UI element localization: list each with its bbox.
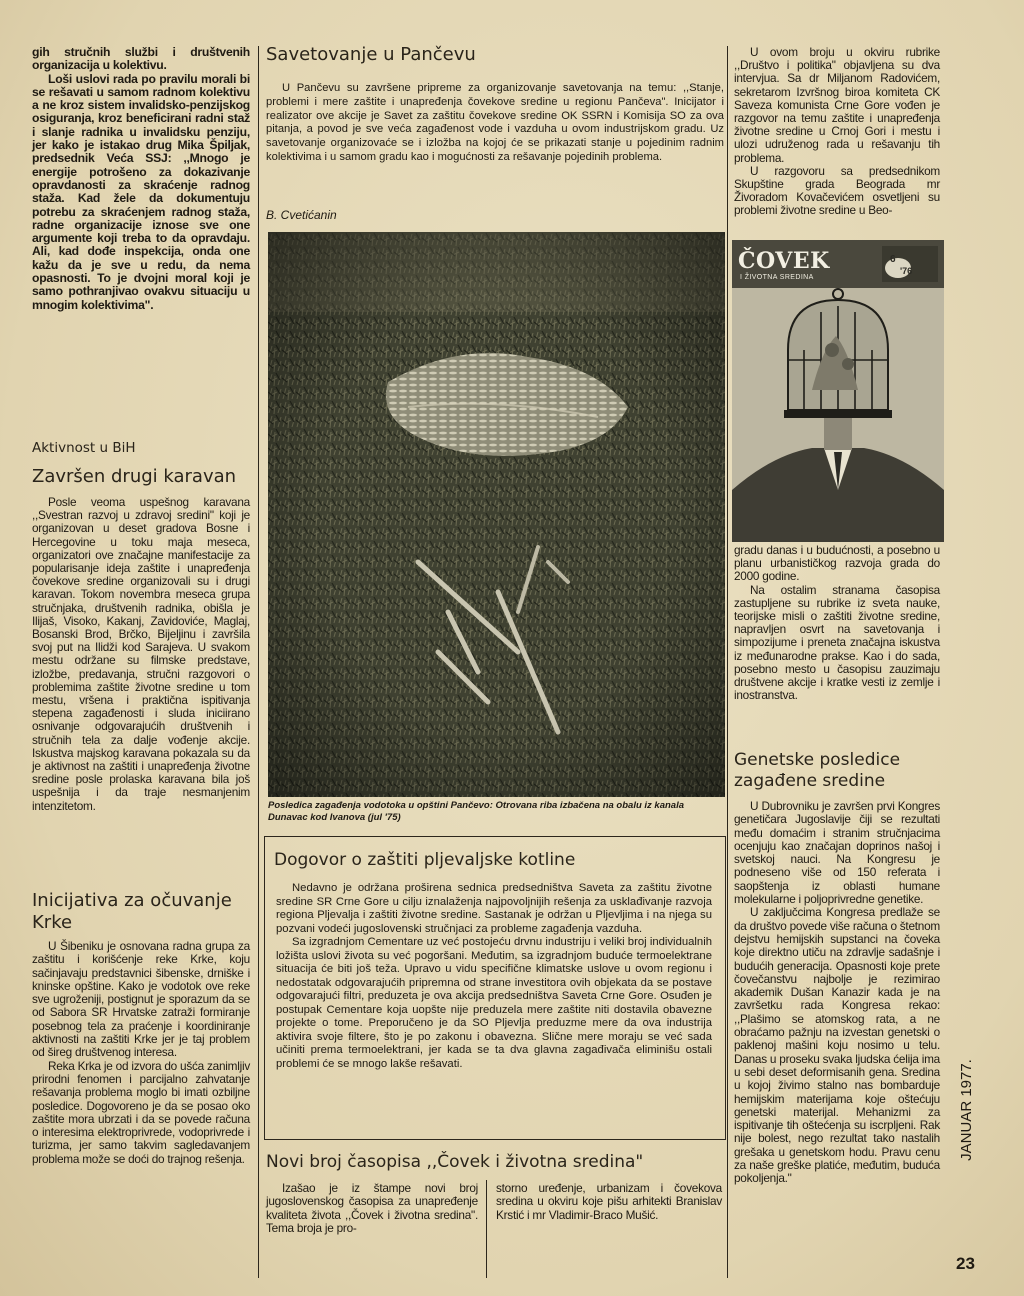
magazine-col-top-p2: U razgovoru sa predsednikom Skupštine grada Beograda mr Živoradom Kovačevićem osvetljeni su problemi životne sredine u Beo- xyxy=(734,163,940,218)
novi-broj-text-a: Izašao je iz štampe novi broj jugoslovenskog časopisa za unapređenje kvaliteta života ,,Čovek i životna sredina". Tema broja je pro- xyxy=(266,1181,478,1236)
magazine-col-bottom xyxy=(734,544,940,702)
cover-logo: ČOVEK xyxy=(738,248,830,274)
magazine-cover-art xyxy=(732,240,944,542)
genetics-article-p1: U Dubrovniku je završen prvi Kongres genetičara Jugoslavije čiji se rezultati među domaćim i stranim stručnjacima ocenjuju kao značajan doprinos našoj i svetskoj nauci. Na Kongresu je podneseno više od 150 referata i saopštenja iz oblasti humane molekularne i poljoprivredne genetike. xyxy=(734,799,940,907)
bih-headline: Završen drugi karavan xyxy=(32,466,237,487)
pancevo-author: B. Cvetićanin xyxy=(266,208,337,222)
krka-article-p1: U Šibeniku je osnovana radna grupa za zaštitu i korišćenje reke Krke, koju sačinjavaju predstavnici šibenske, drniške i kninske opštine. Kako je vodotok ove reke sve ugroženiji, postignut je sporazum da se od Sabora SR Hrvatske zatraži formiranje posebnog tela za praćenje i koordiniranje aktivnosti na zaštiti Krke jer je taj problem od šireg društvenog interesa. xyxy=(32,939,250,1060)
magazine-col-top-p1: U ovom broju u okviru rubrike ,,Društvo i politika" objavljena su dva intervjua. Sa dr Miljanom Radovićem, sekretarom Izvršnog biroa komiteta CK Saveza komunista Crne Gore vođen je razgovor na temu zaštite i unapređenja životne sredine u Crnoj Gori i mestu i ulozi udruženog rada u rešavanju tih problema. xyxy=(734,45,940,165)
column-rule-right xyxy=(727,46,728,1278)
cover-issue-year: '76 xyxy=(900,266,913,276)
bih-article xyxy=(32,496,250,813)
grass-riverbank-image xyxy=(268,232,725,797)
cover-subtitle: I ŽIVOTNA SREDINA xyxy=(740,274,814,281)
krka-article-p2: Reka Krka je od izvora do ušća zanimljiv prirodni fenomen i parcijalno zahvatanje rešavanja problema moglo bi imati ozbiljne posledice. Dogovoreno je da se posao oko zaštite mora ubrzati i da se povede računa o interesima elektroprivrede, vodoprivrede i turizma, jer samo takvim sagledavanjem problema može se doći do trajnog rešenja. xyxy=(32,1058,250,1166)
folio-date: JANUAR 1977. xyxy=(958,1059,975,1161)
col1-intro-body: Loši uslovi rada po pravilu morali bi se rešavati u samom radnom kolektivu a ne kroz sistem invalidsko-penzijskog osiguranja, kroz beneficirani radni staž i slanje radnika u invalidsku penziju, jer kako je istakao drug Mika Špiljak, predsednik Veća SSJ: ,,Mnogo je energije potrošeno za dokazivanje opravdanosti za skraćenje radnog staža. Kad žele da dokumentuju potrebu za skraćenjem radnog staža, radne organizacije iznose sve one argumente koji treba to da opravdaju. Ali, kad dođe inspekcija, onda one kažu da je sve u redu, da nema opasnosti. To je dvojni moral koji je samo pothranjivao ovakvu situaciju u mnogim kolektivima". xyxy=(32,71,250,312)
magazine-cover xyxy=(732,240,944,542)
novi-broj-col-b xyxy=(496,1182,722,1222)
magazine-col-bottom-p2: Na ostalim stranama časopisa zastupljene su rubrike iz sveta nauke, teorijske misli o zaštiti životne sredine, napravljen osvrt na savetovanja i simpozijume i preneta značajna iskustva iz međunarodne prakse. Kao i do sada, posebno mesto u časopisu zauzimaju društvene akcije i kratke vesti iz zemlje i inostranstva. xyxy=(734,582,940,703)
pljevlja-article xyxy=(276,882,712,1071)
krka-headline: Inicijativa za očuvanje Krke xyxy=(32,890,232,933)
genetics-article-p2: U zaključcima Kongresa predlaže se da društvo povede više računa o štetnom dejstvu hemijskih supstanci na čoveka koje direktno utiču na zdravlje sadašnje i budućih generacija. Opasnosti koje prete čovečanstvu najbolje je rezimirao akademik Dušan Kanazir kada je na završetku rada Kongresa rekao: ,,Plašimo se atomskog rata, a ne obraćamo pažnju na izvestan genetski o paklenoj mašini koju nosimo u telu. Danas u proseku svaka ljudska ćelija ima u sebi deset deformisanih gena. Sredina u kojoj živimo stalno nas bombarduje hemijskim materijama koje oštećuju genetski materijal. Mehanizmi za ispitivanje tih oštećenja su iscrpljeni. Rak nije bolest, nego rezultat tako nastalih grešaka u genetskom hodu. Pravu cenu za naše greške platiće, međutim, buduća pokoljenja." xyxy=(734,905,940,1186)
magazine-col-bottom-p1: gradu danas i u budućnosti, a posebno u planu urbanističkog razvoja grada do 2000 godine. xyxy=(734,543,940,584)
page-number: 23 xyxy=(956,1254,975,1273)
cover-issue-number: 6 xyxy=(890,254,896,265)
novi-broj-text-b: storno uređenje, urbanizam i čovekova sredina u okviru koje pišu arhitekti Branislav Krstić i mr Vladimir-Braco Mušić. xyxy=(496,1181,722,1222)
pancevo-article xyxy=(266,82,724,165)
pancevo-headline: Savetovanje u Pančevu xyxy=(266,44,476,65)
genetics-article xyxy=(734,800,940,1186)
photo-caption: Posledica zagađenja vodotoka u opštini Pančevo: Otrovana riba izbačena na obalu iz kanala Dunavac kod Ivanova (jul '75) xyxy=(268,800,685,823)
novi-broj-headline: Novi broj časopisa ,,Čovek i životna sredina" xyxy=(266,1152,644,1172)
col1-intro xyxy=(32,46,250,312)
genetics-headline: Genetske posledice zagađene sredine xyxy=(734,750,901,791)
dead-fish-photo xyxy=(268,232,725,797)
pancevo-article-body: U Pančevu su završene pripreme za organizovanje savetovanja na temu: ,,Stanje, problemi i mere zaštite i unapređenja čovekove sredine u regionu Pančeva". Inicijator i realizator ove akcije je Savet za zaštitu čovekove sredine OK SSRN i Komisija SO za ova pitanja, a povod je sve veća zagađenost vode i vazduha u ovom industrijskom gradu. Uz savetovanje organizovaće se i izložba na kojoj će se prikazati stanje u pojedinim radnim kolektivima i u samom gradu kao i mogućnosti za rešavanje pojedinih problema. xyxy=(266,82,724,163)
bih-kicker: Aktivnost u BiH xyxy=(32,440,136,456)
magazine-col-top xyxy=(734,46,940,218)
novi-broj-col-a xyxy=(266,1182,478,1236)
pljevlja-headline: Dogovor o zaštiti pljevaljske kotline xyxy=(274,850,576,870)
bih-article-body: Posle veoma uspešnog karavana ,,Svestran razvoj u zdravoj sredini" koji je organizovan u deset gradova Bosne i Hercegovine u toku maja meseca, organizatori ove značajne manifestacije za popularisanje ideja zaštite i unapređenja čovekove sredine organizovali su i drugi karavan. Tokom novembra meseca grupa stručnjaka, društvenih radnika, obišla je Ilijaš, Visoko, Kakanj, Zavidoviće, Maglaj, Bosanski Brod, Brčko, Bijeljinu i završila svoj put na Ilidži kod Sarajeva. U svakom mestu održane su filmske predstave, izložbe, predavanja, stručni razgovori o problemima zaštite životne sredine u tom mestu, vršena i praktična ispitivanja stepena zagađenosti i sluda iniciirano osnivanje odgovarajućih društvenih i stručnih tela za dalje vođenje akcije. Iskustva majskog karavana pokazala su da je aktivnost na zaštiti i unapređenja životne sredine posle prolaska karavana bila još uspešnija i da traje nesmanjenim intenzitetom. xyxy=(32,495,250,813)
column-rule-novi-broj xyxy=(486,1180,487,1278)
column-rule-left xyxy=(258,46,259,1278)
pljevlja-article-p1: Nedavno je održana proširena sednica predsedništva Saveta za zaštitu životne sredine SR Crne Gore u cilju iznalaženja najpovoljnijih rešenja za usklađivanje razvoja regiona Pljevalja i zaštiti životne sredine. Sastanak je održan u Pljevljima i na njega su pozvani vodeći jugoslovenski stručnjaci za probleme zagađenja vazduha. xyxy=(276,882,712,935)
krka-article xyxy=(32,940,250,1166)
col1-intro-lead: gih stručnih službi i društvenih organizacija u kolektivu. xyxy=(32,45,250,73)
pljevlja-article-p2: Sa izgradnjom Cementare uz već postojeću drvnu industriju i veliki broj individualnih ložišta uslovi života su već pogoršani. Međutim, sa izgradnjom buduće termoelektrane situacija će biti još teža. Upravo u vidu specifične klimatske uslove u ovom regionu i nedostatak odgovarajućih pripremna od strane investitora ovih objekata da se postave odgovarajući filtri, preduzeta je ova akcija predsedništva Saveta Crne Gore. Osuđen je postupak Cementare koja uopšte nije preduzela mere zaštite niti dostavila obavezne projekte o tome. Preporučeno je da SO Pljevlja preduzme mere da ova industrija aktivira svoje filtere, što je po zakonu i obavezna. Slične mere moraju se već sada učiniti prema termoelektrani, jer kada se ta dva glavna zagađivača eliminišu ostali problemi će se mnogo lakše rešavati. xyxy=(276,936,712,1070)
